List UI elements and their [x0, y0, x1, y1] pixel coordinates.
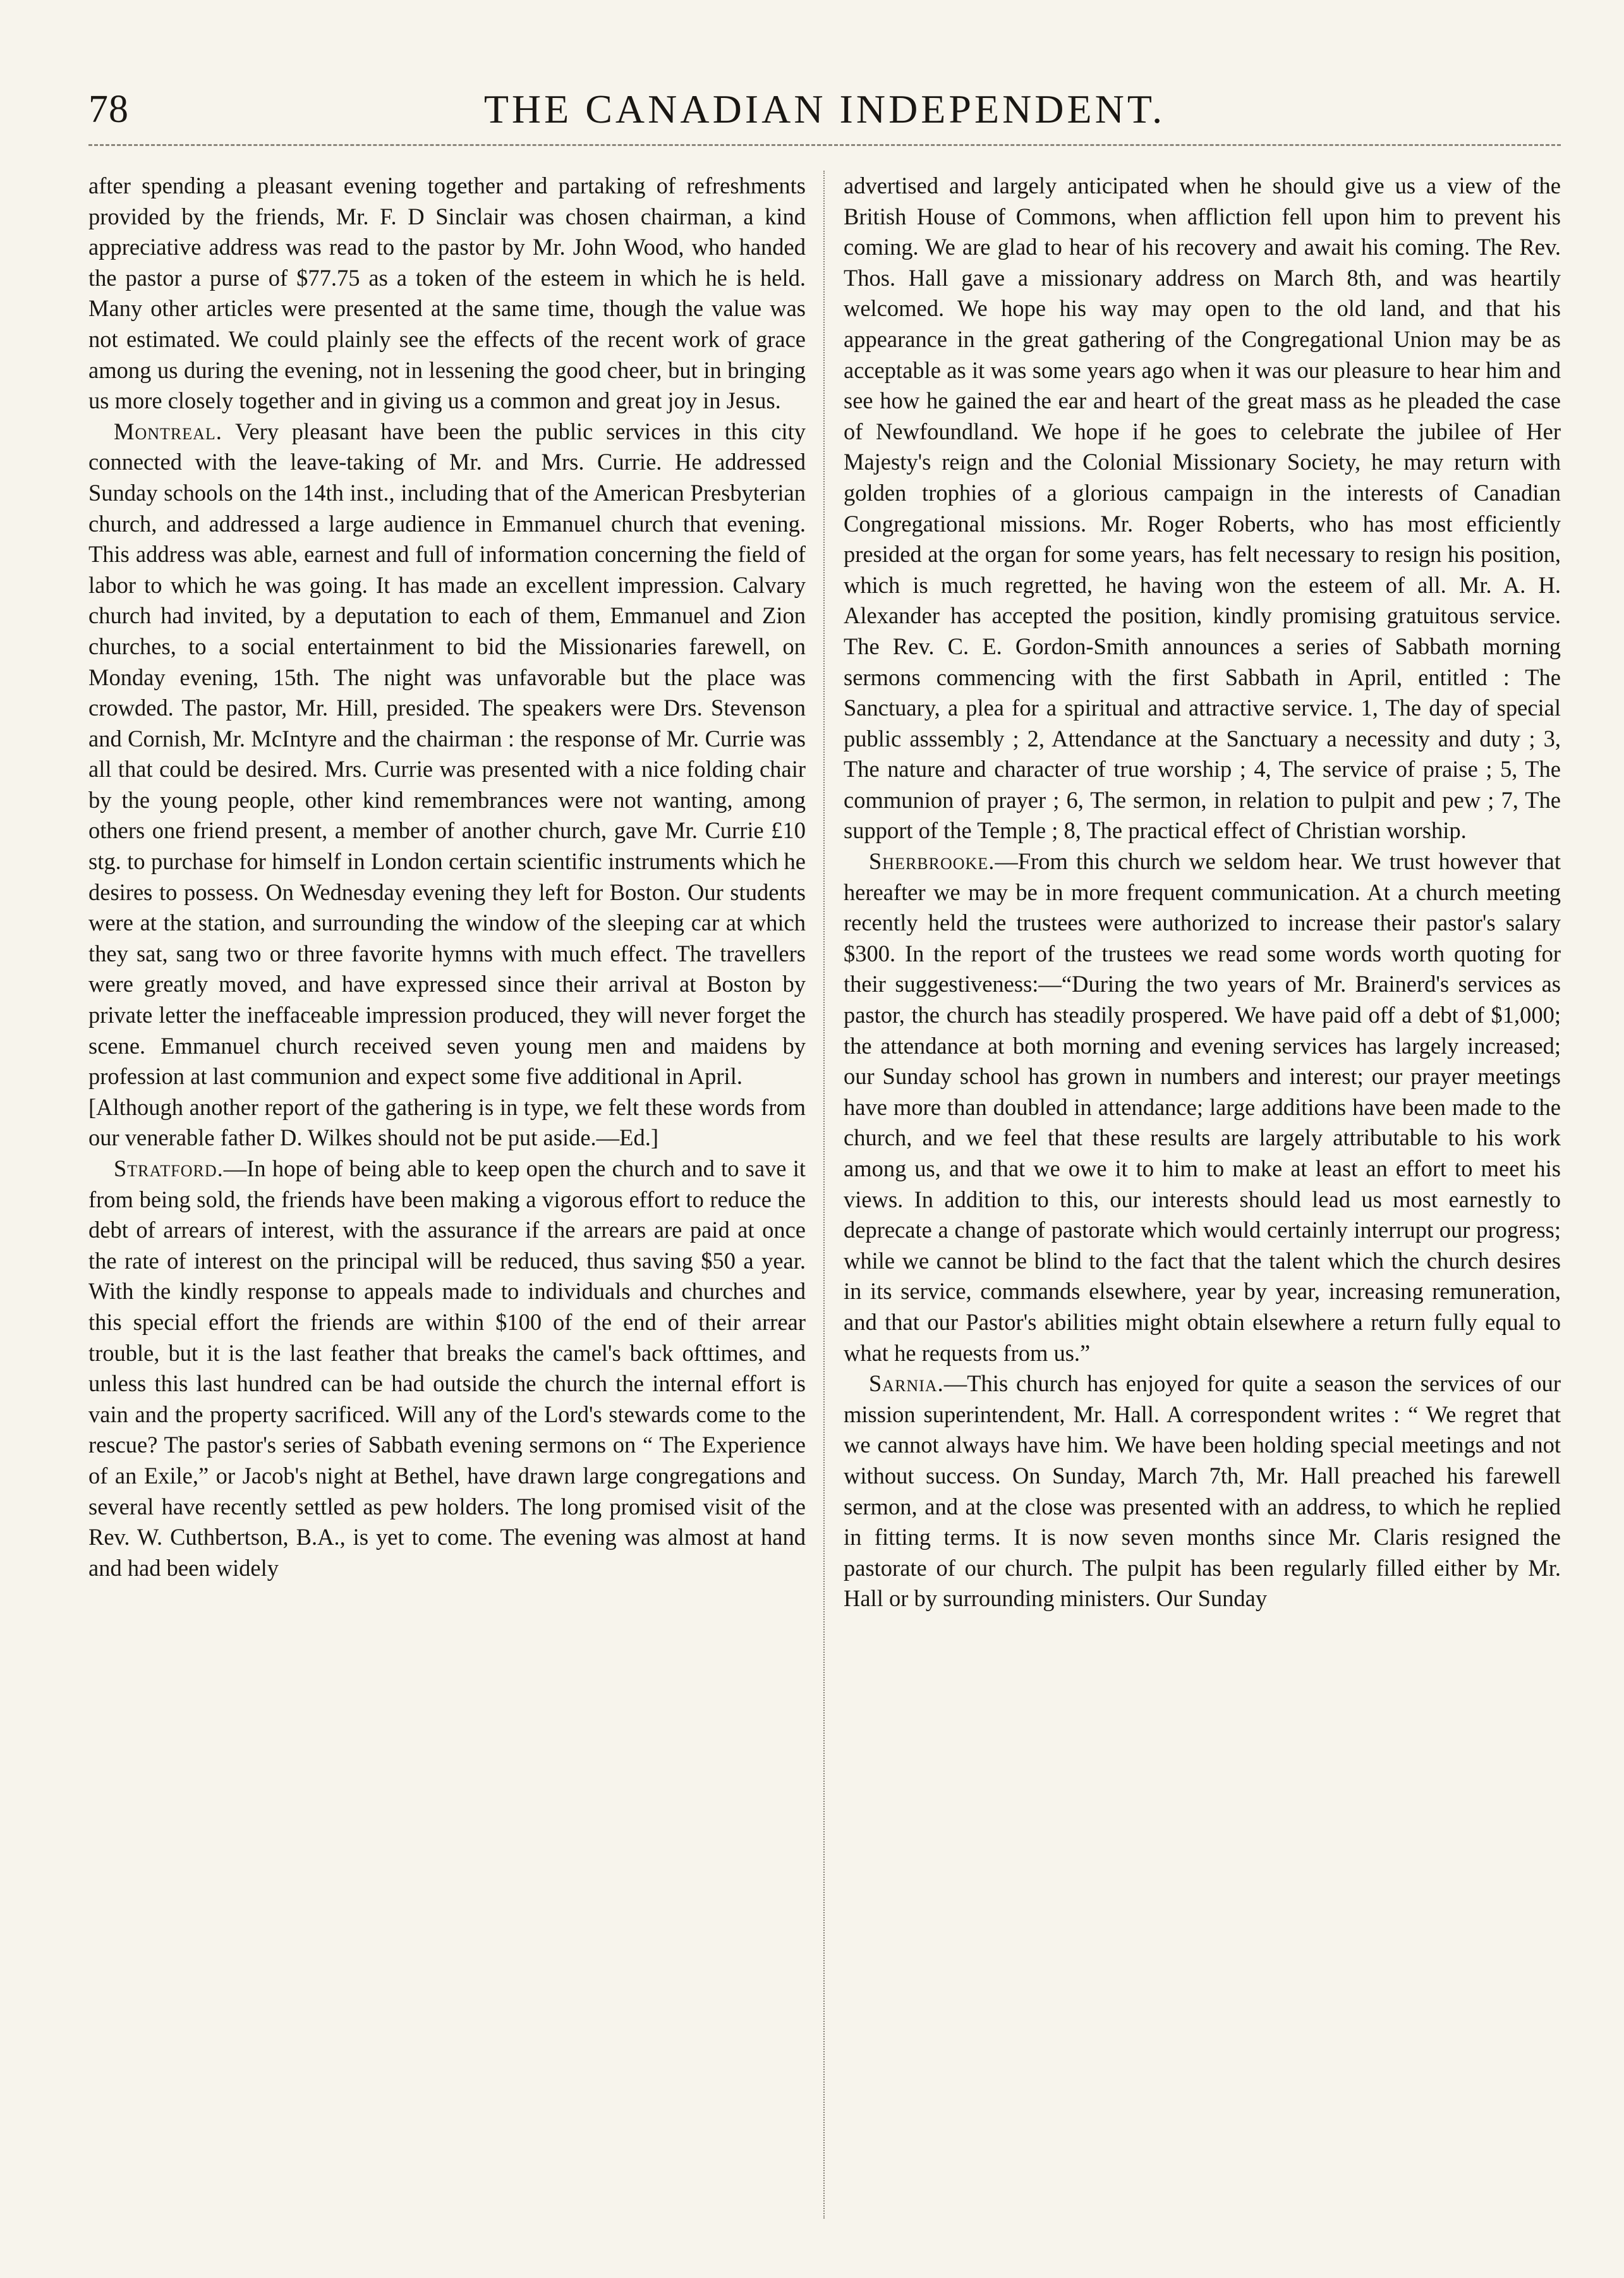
right-column — [844, 171, 1561, 2219]
left-column — [88, 171, 806, 2219]
newspaper-page — [88, 76, 1561, 2225]
column-divider — [823, 171, 825, 2219]
page-header — [88, 76, 1561, 145]
paragraph-sarnia — [844, 1368, 1561, 1614]
paragraph-sherbrooke — [844, 846, 1561, 1368]
header-rule — [88, 144, 1561, 146]
running-title: THE CANADIAN INDEPENDENT. — [483, 87, 1166, 131]
article-columns — [88, 171, 1561, 2219]
sherbrooke-text: —From this church we seldom hear. We trust however that hereafter we may be in more frequent communication. At a church meeting recently held the trustees were authorized to increase their pastor's salary $300. In the report of the trustees we read some words worth quoting for their suggestiveness:—“During the two years of Mr. Brainerd's services as pastor, the church has steadily prospered. We have paid off a debt of $1,000; the attendance at both morning and evening services has largely increased; our Sunday school has grown in numbers and interest; our prayer meetings have more than doubled in attendance; large additions have been made to the church, and we feel that these results are largely attributable to his work among us, and that we owe it to him to make at least an effort to meet his views. In addition to this, our interests should lead us most earnestly to deprecate a change of pastorate which would certainly interrupt our progress; while we cannot be blind to the fact that the talent which the church desires in its service, commands elsewhere, year by year, increasing remuneration, and that our Pastor's abilities might obtain elsewhere a return fully equal to what he requests from us.” — [844, 848, 1561, 1366]
stratford-text: —In hope of being able to keep open the church and to save it from being sold, the friends have been making a vigorous effort to reduce the debt of arrears of interest, with the assurance if the arrears are paid at once the rate of interest on the principal will be reduced, thus saving $50 a year. With the kindly response to appeals made to individuals and churches and this special effort the friends are within $100 of the end of their arrear trouble, but it is the last feather that breaks the camel's back ofttimes, and unless this last hundred can be had outside the church the internal effort is vain and the property sacrificed. Will any of the Lord's stewards come to the rescue? The pastor's series of Sabbath evening sermons on “ The Experience of an Exile,” or Jacob's night at Bethel, have drawn large congregations and several have recently settled as pew holders. The long promised visit of the Rev. W. Cuthbertson, B.A., is yet to come. The evening was almost at hand and had been widely — [88, 1155, 806, 1581]
paragraph-continuation-right: advertised and largely anticipated when he should give us a view of the British House of Commons, when affliction fell upon him to prevent his coming. We are glad to hear of his recovery and await his coming. The Rev. Thos. Hall gave a missionary address on March 8th, and was heartily welcomed. We hope his way may open to the old land, and that his appearance in the great gathering of the Congregational Union may be as acceptable as it was some years ago when it was our pleasure to hear him and see how he gained the ear and heart of the great mass as he pleaded the case of Newfoundland. We hope if he goes to celebrate the jubilee of Her Majesty's reign and the Colonial Missionary Society, he may return with golden trophies of a glorious campaign in the interests of Canadian Congregational missions. Mr. Roger Roberts, who has most efficiently presided at the organ for some years, has felt necessary to resign his position, which is much regretted, he having won the esteem of all. Mr. A. H. Alexander has accepted the position, kindly promising gratuitous service. The Rev. C. E. Gordon-Smith announces a series of Sabbath morning sermons commencing with the first Sabbath in April, entitled : The Sanctuary, a plea for a spiritual and attractive service. 1, The day of special public asssembly ; 2, Attendance at the Sanctuary a necessity and duty ; 3, The nature and character of true worship ; 4, The service of praise ; 5, The communion of prayer ; 6, The sermon, in relation to pulpit and pew ; 7, The support of the Temple ; 8, The practical effect of Christian worship. — [844, 173, 1561, 844]
page-number: 78 — [88, 88, 129, 131]
place-heading-sherbrooke: Sherbrooke. — [869, 848, 995, 875]
paragraph-stratford — [88, 1154, 806, 1583]
paragraph-continuation: after spending a pleasant evening together and partaking of refreshments provided by the friends, Mr. F. D Sinclair was chosen chairman, a kind appreciative address was read to the pastor by Mr. John Wood, who handed the pastor a purse of $77.75 as a token of the esteem in which he is held. Many other articles were presented at the same time, though the value was not estimated. We could plainly see the effects of the recent work of grace among us during the evening, not in lessening the good cheer, but in bringing us more closely together and in giving us a common and great joy in Jesus. — [88, 173, 806, 414]
place-heading-stratford: Stratford. — [114, 1155, 224, 1181]
place-heading-sarnia: Sarnia. — [869, 1370, 944, 1397]
editor-note: [Although another report of the gathering is in type, we felt these words from our venerable father D. Wilkes should not be put aside.—Ed.] — [88, 1093, 806, 1151]
paragraph-montreal — [88, 417, 806, 1092]
montreal-text: Very pleasant have been the public services in this city connected with the leave-taking of Mr. and Mrs. Currie. He addressed Sunday schools on the 14th inst., including that of the American Presbyterian church, and addressed a large audience in Emmanuel church that evening. This address was able, earnest and full of information concerning the field of labor to which he was going. It has made an excellent impression. Calvary church had invited, by a deputation to each of them, Emmanuel and Zion churches, to a social entertainment to bid the Missionaries farewell, on Monday evening, 15th. The night was unfavorable but the place was crowded. The pastor, Mr. Hill, presided. The speakers were Drs. Stevenson and Cornish, Mr. McIntyre and the chairman : the response of Mr. Currie was all that could be desired. Mrs. Currie was presented with a nice folding chair by the young people, other kind remembrances were not wanting, among others one friend present, a member of another church, gave Mr. Currie £10 stg. to purchase for himself in London certain scientific instruments which he desires to possess. On Wednesday evening they left for Boston. Our students were at the station, and surrounding the window of the sleeping car at which they sat, sang two or three favorite hymns with much effect. The travellers were greatly moved, and have expressed since their arrival at Boston by private letter the ineffaceable impression produced, they will never forget the scene. Emmanuel church received seven young men and maidens by profession at last communion and expect some five additional in April. — [88, 418, 806, 1090]
place-heading-montreal: Montreal. — [114, 418, 222, 444]
sarnia-text: —This church has enjoyed for quite a season the services of our mission superintendent, Mr. Hall. A correspondent writes : “ We regret that we cannot always have him. We have been holding special meetings and not without success. On Sunday, March 7th, Mr. Hall preached his farewell sermon, and at the close was presented with an address, to which he replied in fitting terms. It is now seven months since Mr. Claris resigned the pastorate of our church. The pulpit has been regularly filled either by Mr. Hall or by surrounding ministers. Our Sunday — [844, 1370, 1561, 1612]
